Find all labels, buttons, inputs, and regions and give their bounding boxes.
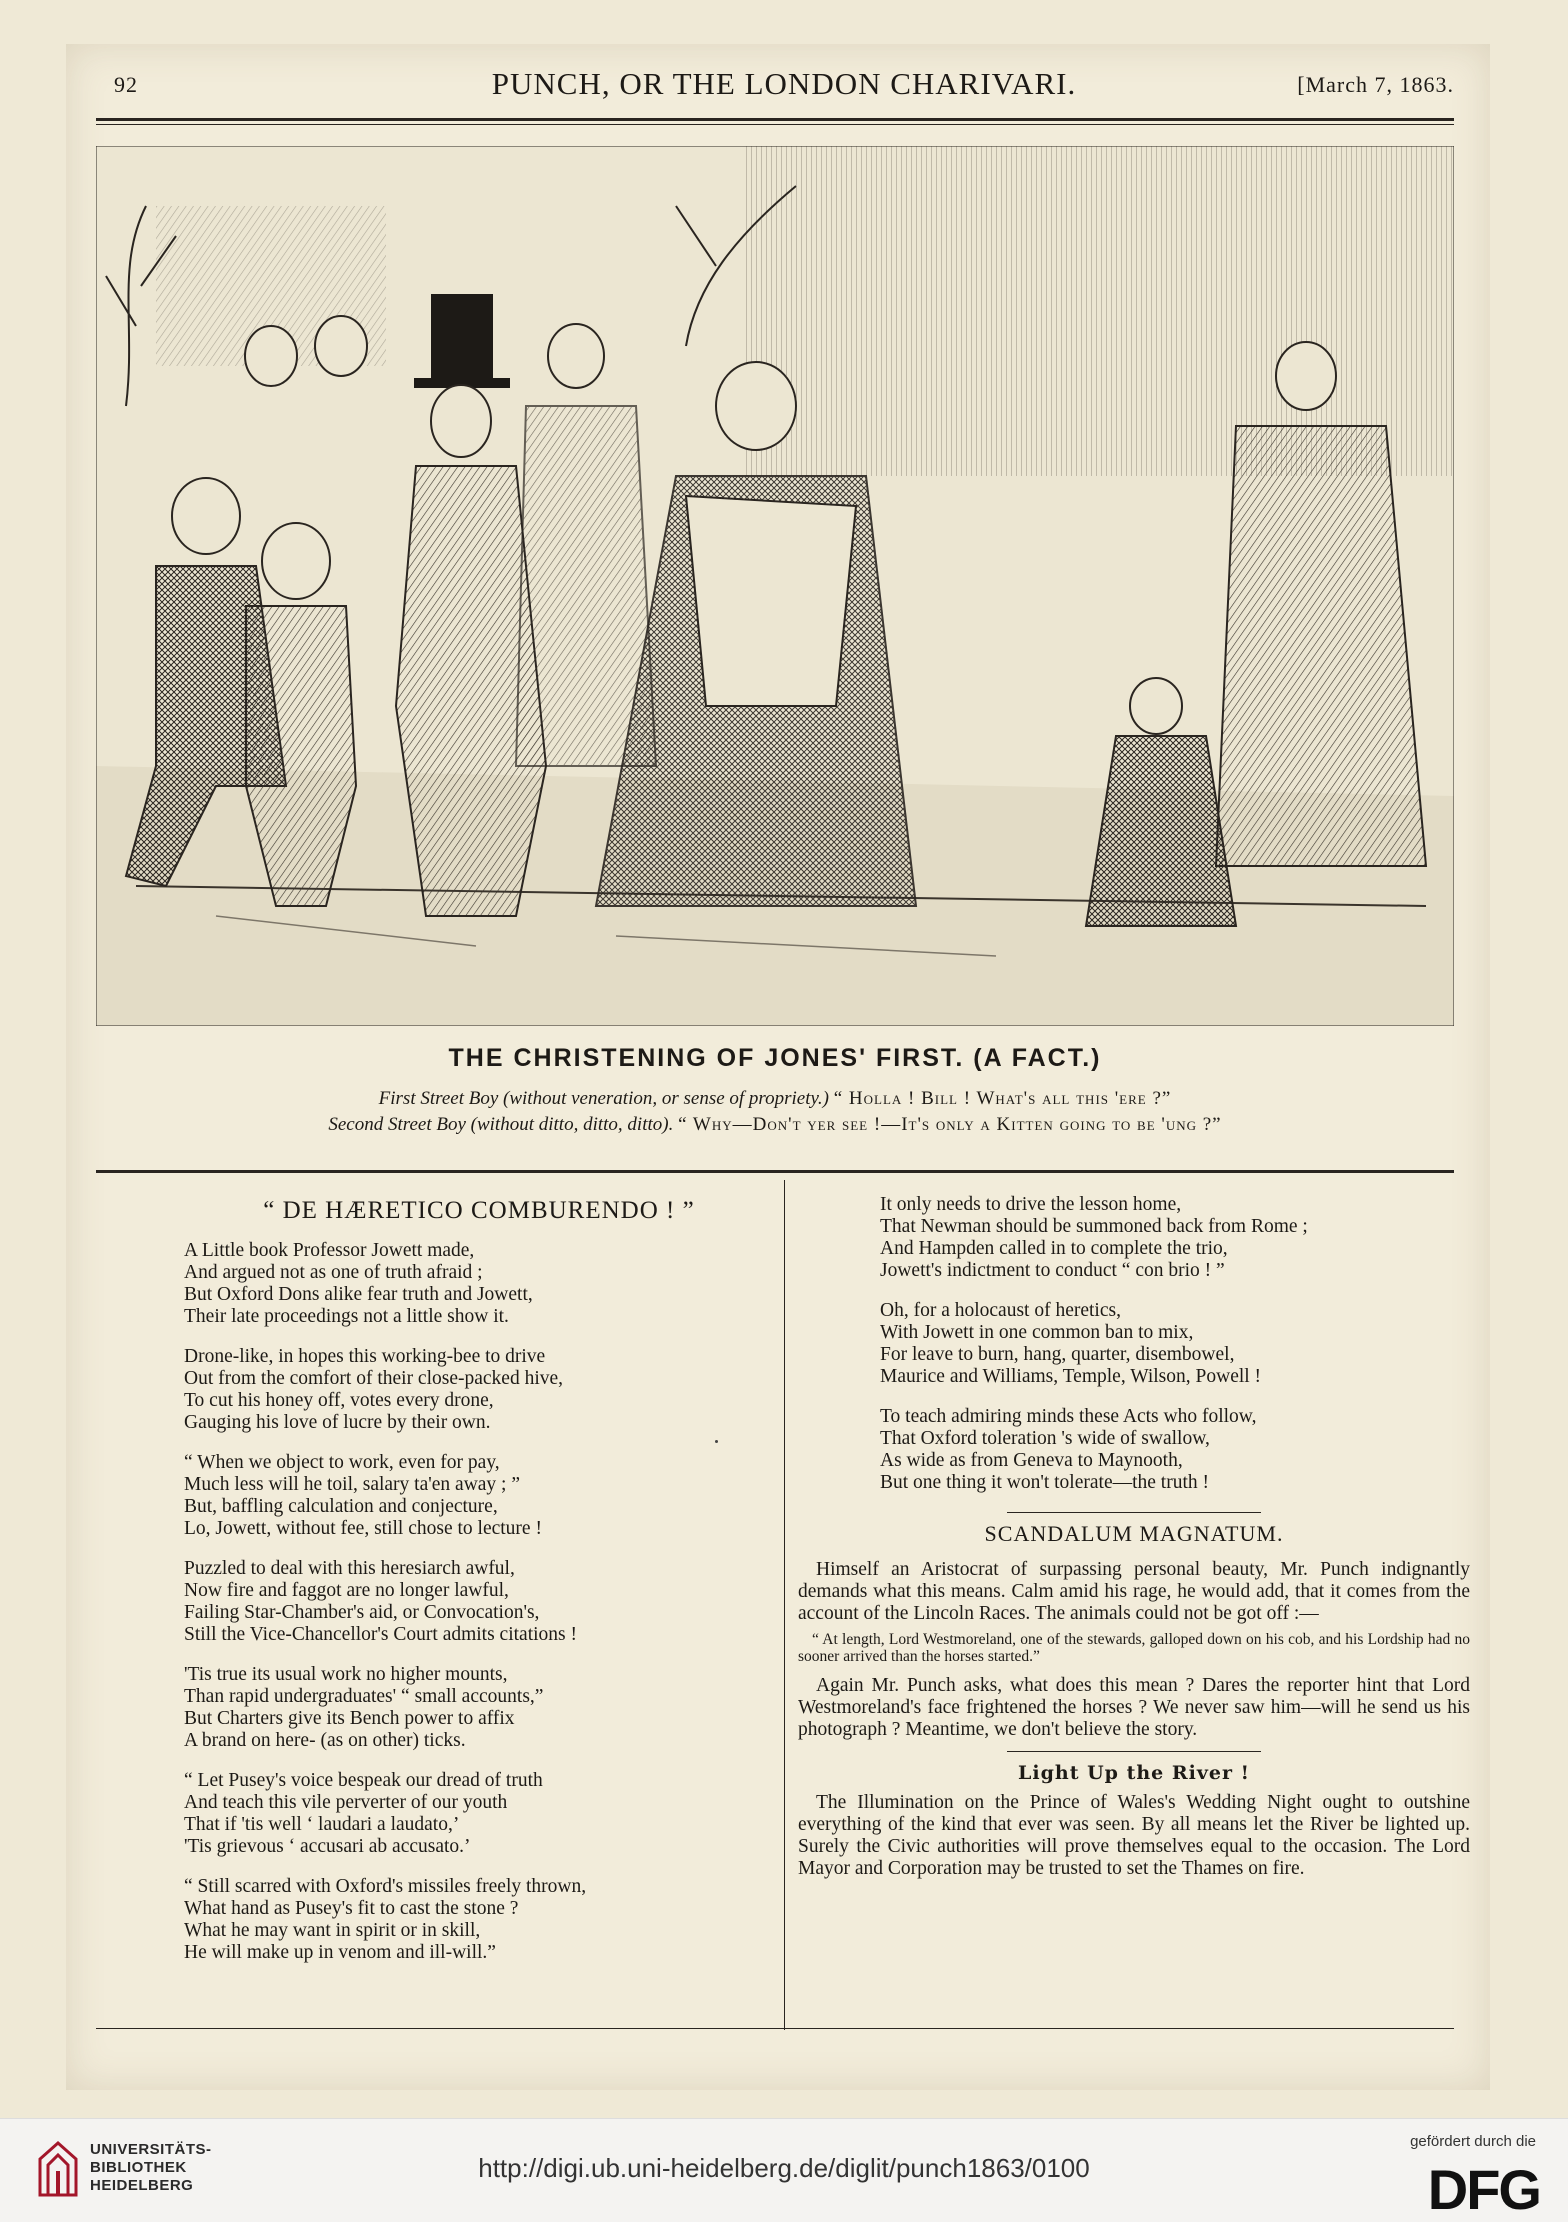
scandalum-paragraph: Himself an Aristocrat of surpassing personal beauty, Mr. Punch indignantly demands what this means. Calm amid his rage, he would add, that it comes from the account of the Lincoln Races. The animals could not be got off :— [798, 1559, 1470, 1624]
speaker-2: Second Street Boy [328, 1114, 466, 1135]
divider [1007, 1512, 1261, 1513]
cartoon-illustration [96, 146, 1454, 1026]
sponsor-text: gefördert durch die [1410, 2133, 1536, 2150]
divider [1007, 1751, 1261, 1752]
river-title: Light Up the River ! [1018, 1762, 1250, 1784]
library-name: UNIVERSITÄTS- BIBLIOTHEK HEIDELBERG [90, 2141, 212, 2194]
scandalum-paragraph: Again Mr. Punch asks, what does this mean ? Dares the reporter hint that Lord Westmoreland's face frightened the horses ? We never saw him—will he send us his photograph ? Meantime, we don't believe the story. [798, 1675, 1470, 1740]
column-left [184, 1197, 774, 1982]
speaker-1-speech: “ Holla ! Bill ! What's all this 'ere ?” [833, 1088, 1172, 1109]
poem-stanza: “ Still scarred with Oxford's missiles freely thrown, What hand as Pusey's fit to cast the stone ? What he may want in spirit or in skill, He will make up in venom and ill-will.” [184, 1876, 587, 1963]
header-rule-thin [96, 124, 1454, 125]
cartoon-dialog-line-2 [96, 1114, 1454, 1136]
poem-stanza-continued: It only needs to drive the lesson home, That Newman should be summoned back from Rome ; And Hampden called in to complete the trio, Jowett's indictment to conduct “ con brio ! ” [880, 1194, 1308, 1281]
issue-date: [March 7, 1863. [1297, 72, 1454, 97]
cartoon-dialog-line-1 [96, 1088, 1454, 1110]
speaker-1: First Street Boy [378, 1088, 499, 1109]
section-rule [96, 1170, 1454, 1173]
poem-stanza: Puzzled to deal with this heresiarch awful, Now fire and faggot are no longer lawful, Failing Star-Chamber's aid, or Convocation's, Still the Vice-Chancellor's Court admits citations ! [184, 1558, 577, 1645]
column-divider [784, 1180, 785, 2030]
poem-stanza-continued: To teach admiring minds these Acts who follow, That Oxford toleration 's wide of swallow, As wide as from Geneva to Maynooth, But one thing it won't tolerate—the truth ! [880, 1406, 1257, 1493]
speaker-2-speech: “ Why—Don't yer see !—It's only a Kitten going to be 'ung ?” [678, 1114, 1222, 1135]
poem-stanza: A Little book Professor Jowett made, And argued not as one of truth afraid ; But Oxford Dons alike fear truth and Jowett, Their late proceedings not a little show it. [184, 1240, 533, 1327]
poem-stanza: 'Tis true its usual work no higher mounts, Than rapid undergraduates' “ small accounts,” But Charters give its Bench power to affix A brand on here- (as on other) ticks. [184, 1664, 544, 1751]
dfg-logo[interactable]: DFG [1427, 2158, 1540, 2221]
scandalum-quote: “ At length, Lord Westmoreland, one of the stewards, galloped down on his cob, and his Lordship had no sooner arrived than the horses started.” [798, 1631, 1470, 1665]
river-body [798, 1792, 1470, 1880]
poem-stanza: “ Let Pusey's voice bespeak our dread of truth And teach this vile perverter of our youth That if 'tis well ‘ laudari a laudato,’ 'Tis grievous ‘ accusari ab accusato.’ [184, 1770, 543, 1857]
river-paragraph: The Illumination on the Prince of Wales's Wedding Night ought to outshine everything of the kind that ever was seen. By all means let the River be lighted up. Surely the Civic authorities will prove themselves equal to the occasion. The Lord Mayor and Corporation may be trusted to set the Thames on fire. [798, 1792, 1470, 1879]
bottom-rule [96, 2028, 1454, 2029]
header-rule [96, 118, 1454, 121]
speaker-2-note: (without ditto, ditto, ditto). [470, 1114, 674, 1135]
permalink-url[interactable]: http://digi.ub.uni-heidelberg.de/diglit/punch1863/0100 [478, 2153, 1090, 2183]
scandalum-body [798, 1559, 1470, 1741]
viewer-footer [0, 2118, 1568, 2222]
ink-dot [715, 1440, 718, 1443]
periodical-title: PUNCH, OR THE LONDON CHARIVARI. [491, 66, 1077, 101]
column-right [798, 1194, 1470, 1886]
poem-stanza-continued: Oh, for a holocaust of heretics, With Jowett in one common ban to mix, For leave to burn, hang, quarter, disembowel, Maurice and Williams, Temple, Wilson, Powell ! [880, 1300, 1262, 1387]
page-header [114, 66, 1454, 110]
poem-stanza: Drone-like, in hopes this working-bee to drive Out from the comfort of their close-packed hive, To cut his honey off, votes every drone, Gauging his love of lucre by their own. [184, 1346, 564, 1433]
cartoon-title: THE CHRISTENING OF JONES' FIRST. (A FACT.) [448, 1044, 1102, 1072]
speaker-1-note: (without veneration, or sense of propriety.) [503, 1088, 829, 1109]
poem-stanza: “ When we object to work, even for pay, Much less will he toil, salary ta'en away ; ” But, baffling calculation and conjecture, Lo, Jowett, without fee, still chose to lecture ! [184, 1452, 542, 1539]
scandalum-title: SCANDALUM MAGNATUM. [984, 1521, 1284, 1546]
poem-title: “ DE HÆRETICO COMBURENDO ! ” [263, 1197, 695, 1224]
page-number: 92 [114, 72, 138, 97]
